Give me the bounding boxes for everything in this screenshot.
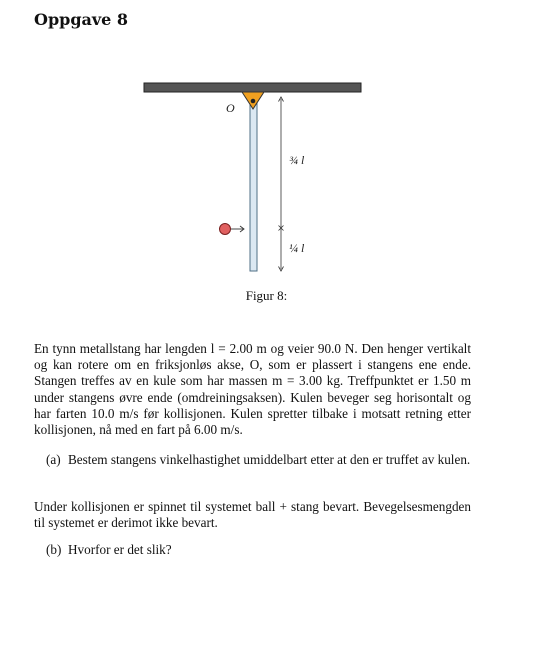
- question-b-label: (b): [46, 542, 62, 557]
- question-a-label: (a): [46, 452, 61, 467]
- problem-heading: Oppgave 8: [34, 10, 129, 29]
- question-b: [46, 542, 471, 558]
- problem-paragraph-2: Under kollisjonen er spinnet til systemet ball + stang bevart. Bevegelsesmengden til systemet er derimot ikke bevart.: [34, 499, 471, 531]
- problem-paragraph-1: En tynn metallstang har lengden l = 2.00 m og veier 90.0 N. Den henger vertikalt og kan rotere om en friksjonløs akse, O, som er plassert i stangens ene ende. Stangen treffes av en kule som har massen m = 3.00 kg. Treffpunktet er 1.50 m under stangens øvre ende (omdreiningsaksen). Kulen beveger seg horisontalt og har farten 10.0 m/s før kollisjonen. Kulen spretter tilbake i motsatt retning etter kollisjonen, nå med en fart på 6.00 m/s.: [34, 341, 471, 438]
- question-a-text: Bestem stangens vinkelhastighet umiddelbart etter at den er truffet av kulen.: [68, 452, 471, 467]
- ceiling-beam: [144, 83, 361, 92]
- pendulum-rod-figure: [0, 0, 533, 320]
- question-a: [46, 452, 471, 468]
- figure-caption: Figur 8:: [245, 288, 288, 303]
- pivot-label: O: [226, 101, 235, 115]
- ball: [220, 224, 231, 235]
- upper-length-label: ¾ l: [289, 153, 305, 167]
- pivot-point: [251, 99, 256, 104]
- question-b-text: Hvorfor er det slik?: [68, 542, 172, 557]
- lower-length-label: ¼ l: [289, 241, 305, 255]
- metal-rod: [250, 100, 257, 271]
